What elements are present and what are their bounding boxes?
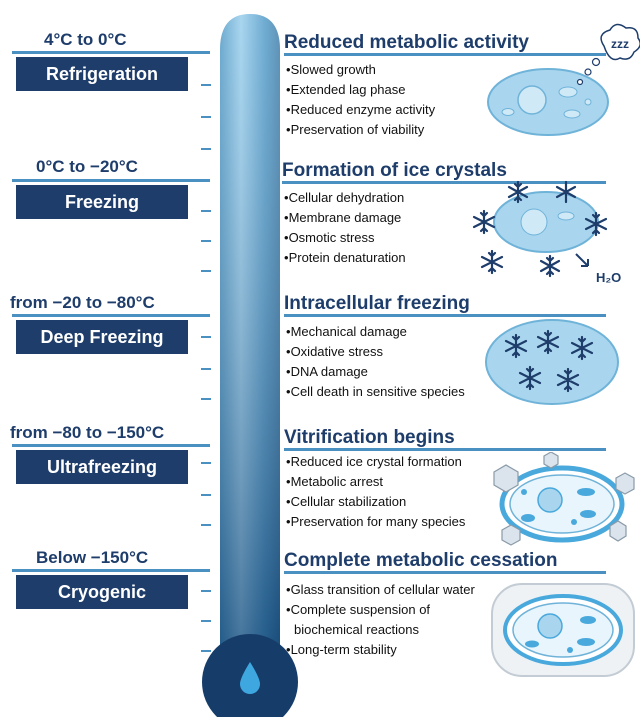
effect-item: • DNA damage bbox=[286, 362, 465, 382]
stage-label: Freezing bbox=[16, 185, 188, 219]
stage-label: Deep Freezing bbox=[16, 320, 188, 354]
effect-item: • Cellular stabilization bbox=[286, 492, 465, 512]
divider-line bbox=[12, 444, 210, 447]
title-underline bbox=[284, 448, 606, 451]
effect-item: • Cellular dehydration bbox=[284, 188, 406, 208]
effect-item: • Cell death in sensitive species bbox=[286, 382, 465, 402]
effect-item: • Protein denaturation bbox=[284, 248, 406, 268]
temperature-range: from −80 to −150°C bbox=[10, 423, 165, 442]
effect-list bbox=[286, 60, 435, 140]
freezing-cell-illustration bbox=[466, 180, 641, 290]
effect-list bbox=[284, 188, 406, 268]
tick bbox=[201, 462, 211, 464]
temperature-range: from −20 to −80°C bbox=[10, 293, 155, 312]
intracellular-freezing-illustration bbox=[482, 316, 622, 408]
crystal-cube-icon bbox=[616, 473, 634, 494]
effect-list bbox=[286, 452, 465, 532]
title-underline bbox=[284, 571, 606, 574]
effect-item: • Mechanical damage bbox=[286, 322, 465, 342]
effect-item: • Preservation of viability bbox=[286, 120, 435, 140]
effect-item: • Reduced enzyme activity bbox=[286, 100, 435, 120]
snowflake-icon bbox=[482, 251, 502, 273]
divider-line bbox=[12, 51, 210, 54]
tick bbox=[201, 650, 211, 652]
stage-label: Cryogenic bbox=[16, 575, 188, 609]
temperature-range: 4°C to 0°C bbox=[44, 30, 127, 49]
crystal-cube-icon bbox=[544, 452, 558, 468]
effect-item: • Long-term stability bbox=[286, 640, 475, 660]
divider-line bbox=[12, 569, 210, 572]
vitrification-cell-illustration bbox=[484, 452, 636, 548]
cryogenic-cell-illustration bbox=[488, 580, 638, 680]
divider-line bbox=[12, 314, 210, 317]
effect-item: • Reduced ice crystal formation bbox=[286, 452, 465, 472]
temperature-range: 0°C to −20°C bbox=[36, 157, 138, 176]
tick bbox=[201, 368, 211, 370]
effect-item: • Metabolic arrest bbox=[286, 472, 465, 492]
effect-title: Formation of ice crystals bbox=[282, 160, 507, 181]
tick bbox=[201, 116, 211, 118]
effect-item-continued: biochemical reactions bbox=[294, 622, 420, 637]
tick bbox=[201, 590, 211, 592]
stage-label: Ultrafreezing bbox=[16, 450, 188, 484]
effect-item: • Membrane damage bbox=[284, 208, 406, 228]
crystal-cube-icon bbox=[610, 521, 626, 541]
crystal-cube-icon bbox=[502, 525, 520, 545]
sleep-text: zzz bbox=[611, 37, 629, 51]
tick bbox=[201, 494, 211, 496]
tick bbox=[201, 524, 211, 526]
effect-item: • Complete suspension of bbox=[286, 600, 475, 620]
effect-title: Complete metabolic cessation bbox=[284, 550, 558, 571]
effect-item: • Preservation for many species bbox=[286, 512, 465, 532]
effect-item: • Osmotic stress bbox=[284, 228, 406, 248]
tick bbox=[201, 620, 211, 622]
effect-title: Intracellular freezing bbox=[284, 293, 470, 314]
tick bbox=[201, 240, 211, 242]
sleeping-cell-illustration bbox=[480, 22, 640, 140]
effect-title: Reduced metabolic activity bbox=[284, 32, 529, 53]
effect-item: • Slowed growth bbox=[286, 60, 435, 80]
tick bbox=[201, 336, 211, 338]
arrow-icon bbox=[576, 254, 588, 266]
effect-item: • Extended lag phase bbox=[286, 80, 435, 100]
temperature-range: Below −150°C bbox=[36, 548, 149, 567]
effect-list bbox=[286, 322, 465, 402]
divider-line bbox=[12, 179, 210, 182]
effect-list bbox=[286, 580, 475, 660]
snowflake-icon bbox=[541, 256, 559, 276]
tick bbox=[201, 270, 211, 272]
tick bbox=[201, 84, 211, 86]
effect-title: Vitrification begins bbox=[284, 427, 455, 448]
effect-item: • Glass transition of cellular water bbox=[286, 580, 475, 600]
stage-label: Refrigeration bbox=[16, 57, 188, 91]
tick bbox=[201, 148, 211, 150]
water-label: H₂O bbox=[596, 270, 622, 285]
tick bbox=[201, 210, 211, 212]
snowflake-icon bbox=[474, 211, 494, 233]
tick bbox=[201, 398, 211, 400]
effect-item: • Oxidative stress bbox=[286, 342, 465, 362]
